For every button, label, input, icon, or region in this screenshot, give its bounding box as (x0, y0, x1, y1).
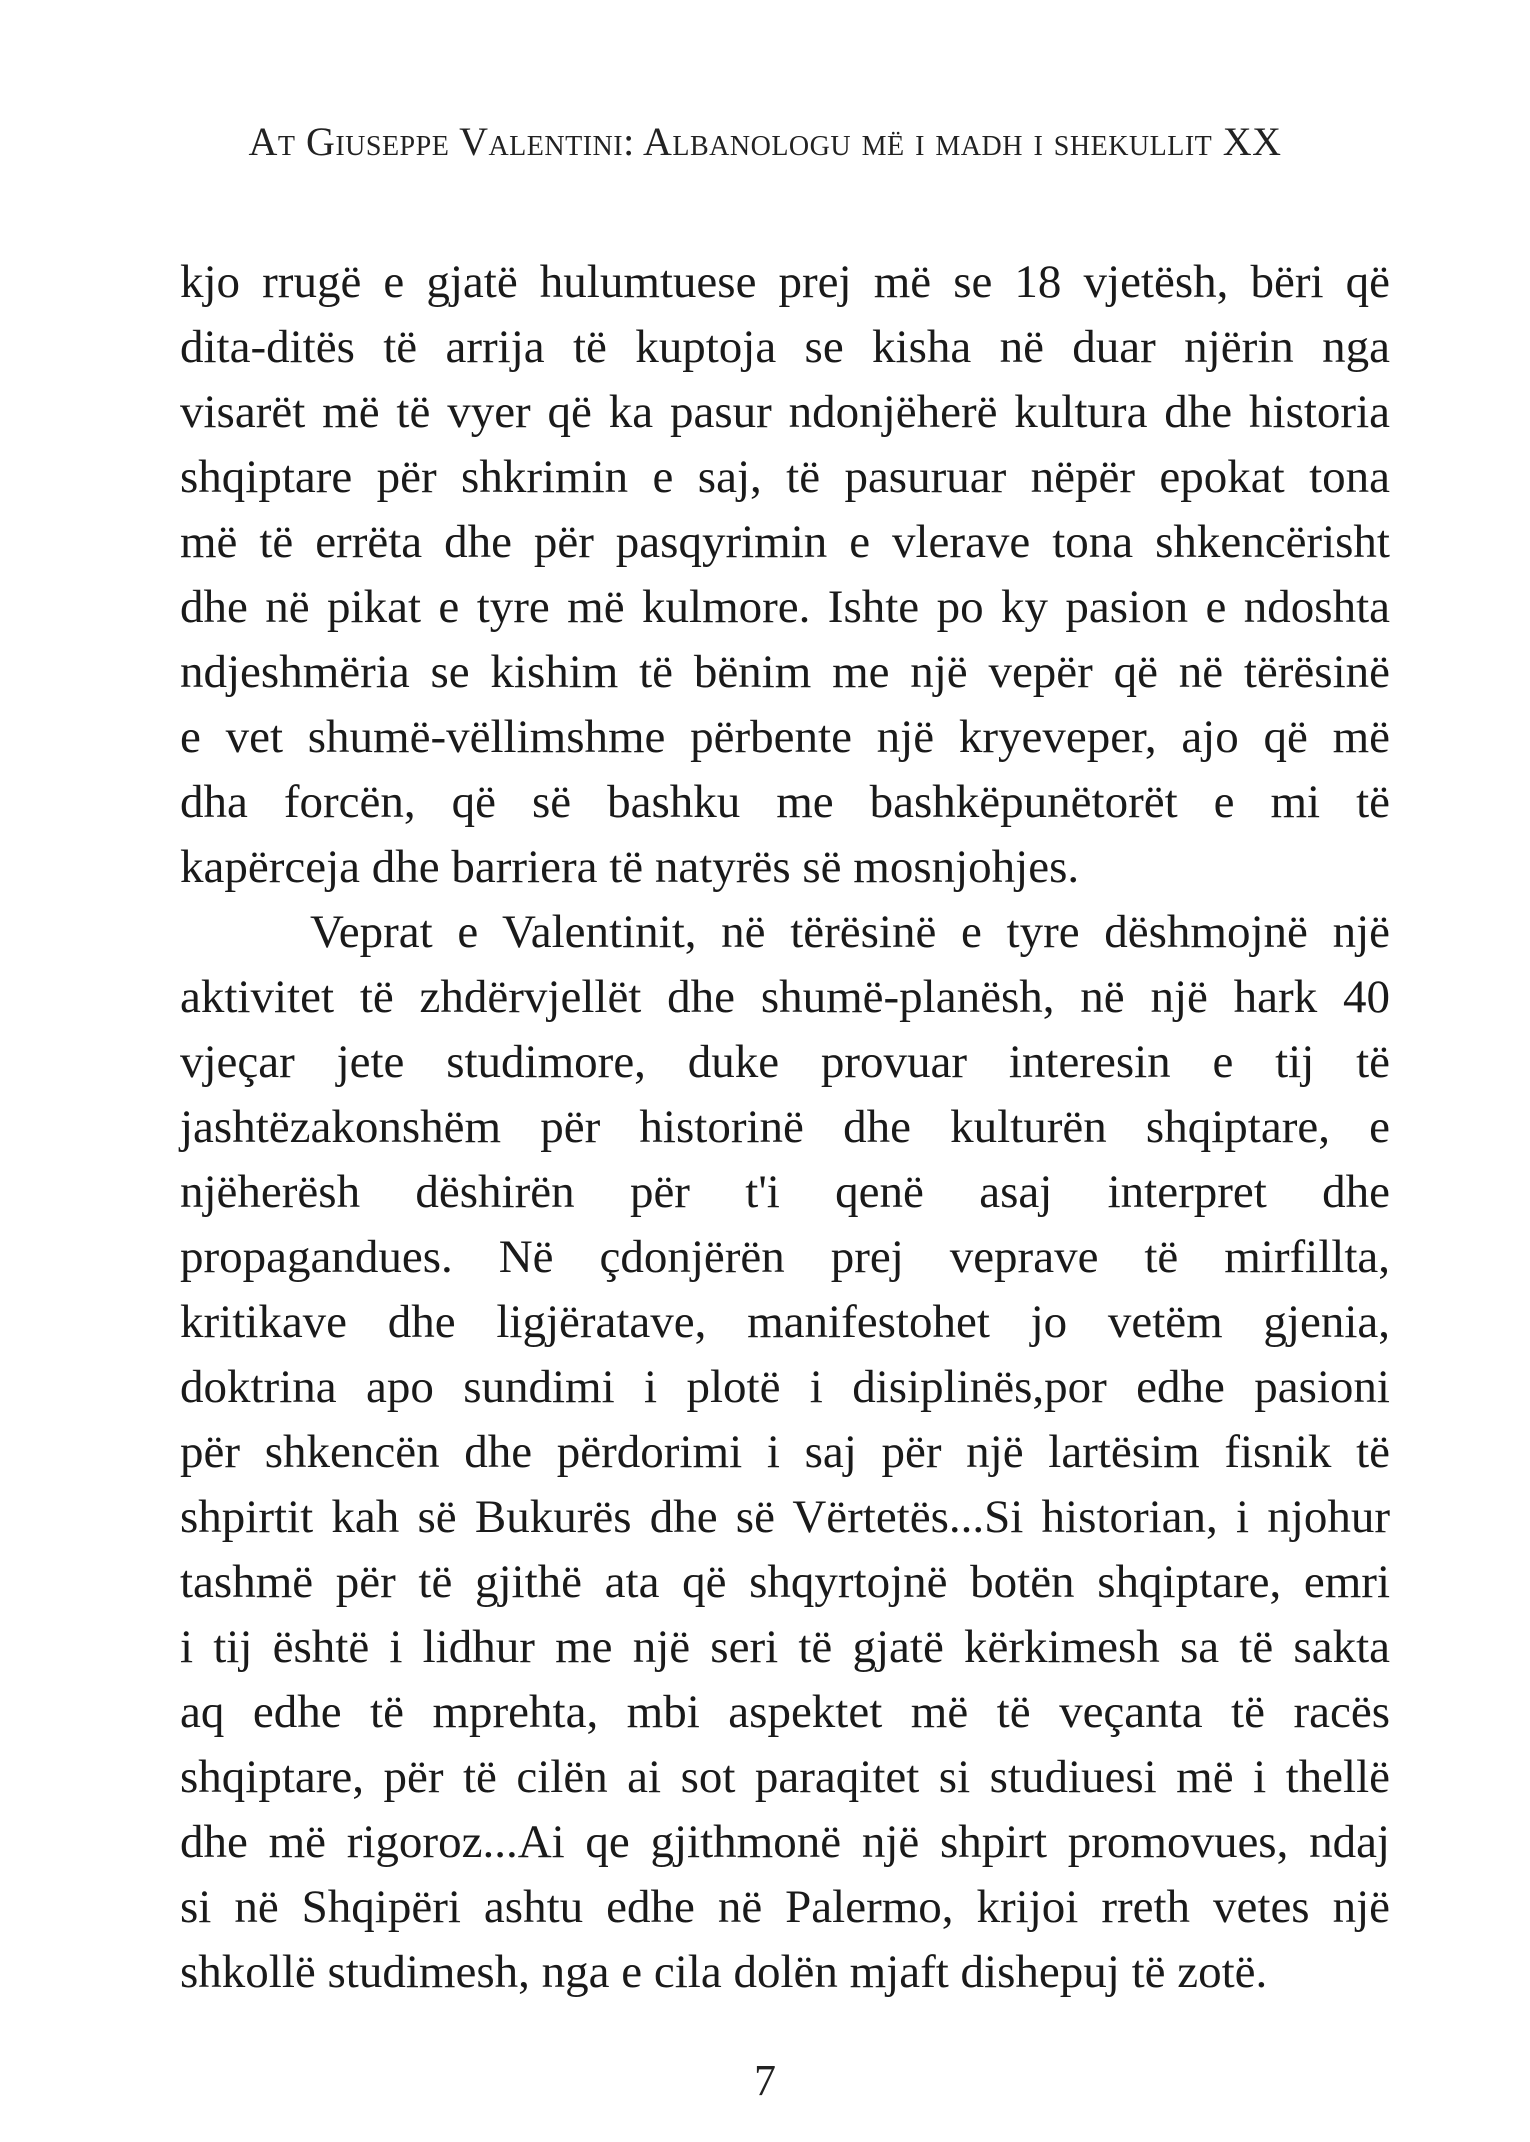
text-line: shqiptare për shkrimin e saj, të pasuruar nëpër epokat tona (180, 451, 1390, 503)
text-line: dha forcën, që së bashku me bashkëpunëtorët e mi të (180, 776, 1390, 828)
text-line: ndjeshmëria se kishim të bënim me një vepër që në tërësinë (180, 646, 1390, 698)
text-line: dhe në pikat e tyre më kulmore. Ishte po ky pasion e ndoshta (180, 581, 1390, 633)
page-number: 7 (754, 2056, 776, 2105)
text-line: dhe më rigoroz...Ai qe gjithmonë një shpirt promovues, ndaj (180, 1816, 1390, 1868)
text-line: më të errëta dhe për pasqyrimin e vlerave tona shkencërisht (180, 516, 1390, 568)
text-line: kritikave dhe ligjëratave, manifestohet jo vetëm gjenia, (180, 1296, 1390, 1348)
text-line: njëherësh dëshirën për t'i qenë asaj interpret dhe (180, 1166, 1390, 1218)
text-line: aktivitet të zhdërvjellët dhe shumë-planësh, në një hark 40 (180, 971, 1390, 1023)
text-line: shqiptare, për të cilën ai sot paraqitet si studiuesi më i thellë (180, 1751, 1390, 1803)
paragraph-start-line: Veprat e Valentinit, në tërësinë e tyre dëshmojnë një (310, 906, 1390, 958)
text-line: për shkencën dhe përdorimi i saj për një lartësim fisnik të (180, 1426, 1390, 1478)
running-header: At Giuseppe Valentini: Albanologu më i madh i shekullit XX (248, 119, 1282, 164)
text-line: doktrina apo sundimi i plotë i disiplinës,por edhe pasioni (180, 1361, 1390, 1413)
paragraph-end-line: shkollë studimesh, nga e cila dolën mjaft dishepuj të zotë. (180, 1946, 1268, 1998)
body-text (180, 250, 1390, 2005)
text-line: jashtëzakonshëm për historinë dhe kulturën shqiptare, e (180, 1101, 1390, 1153)
text-line: i tij është i lidhur me një seri të gjatë kërkimesh sa të sakta (180, 1621, 1390, 1673)
text-line: aq edhe të mprehta, mbi aspektet më të veçanta të racës (180, 1686, 1390, 1738)
text-line: visarët më të vyer që ka pasur ndonjëherë kultura dhe historia (180, 386, 1390, 438)
text-line: tashmë për të gjithë ata që shqyrtojnë botën shqiptare, emri (180, 1556, 1390, 1608)
text-line: kjo rrugë e gjatë hulumtuese prej më se 18 vjetësh, bëri që (180, 256, 1390, 308)
text-line: vjeçar jete studimore, duke provuar interesin e tij të (180, 1036, 1390, 1088)
text-line: propagandues. Në çdonjërën prej veprave të mirfillta, (180, 1231, 1390, 1283)
text-line: shpirtit kah së Bukurës dhe së Vërtetës...Si historian, i njohur (180, 1491, 1390, 1543)
text-line: dita-ditës të arrija të kuptoja se kisha në duar njërin nga (180, 321, 1390, 373)
text-line: si në Shqipëri ashtu edhe në Palermo, krijoi rreth vetes një (180, 1881, 1390, 1933)
text-line: e vet shumë-vëllimshme përbente një kryeveper, ajo që më (180, 711, 1390, 763)
paragraph-end-line: kapërceja dhe barriera të natyrës së mosnjohjes. (180, 841, 1080, 893)
